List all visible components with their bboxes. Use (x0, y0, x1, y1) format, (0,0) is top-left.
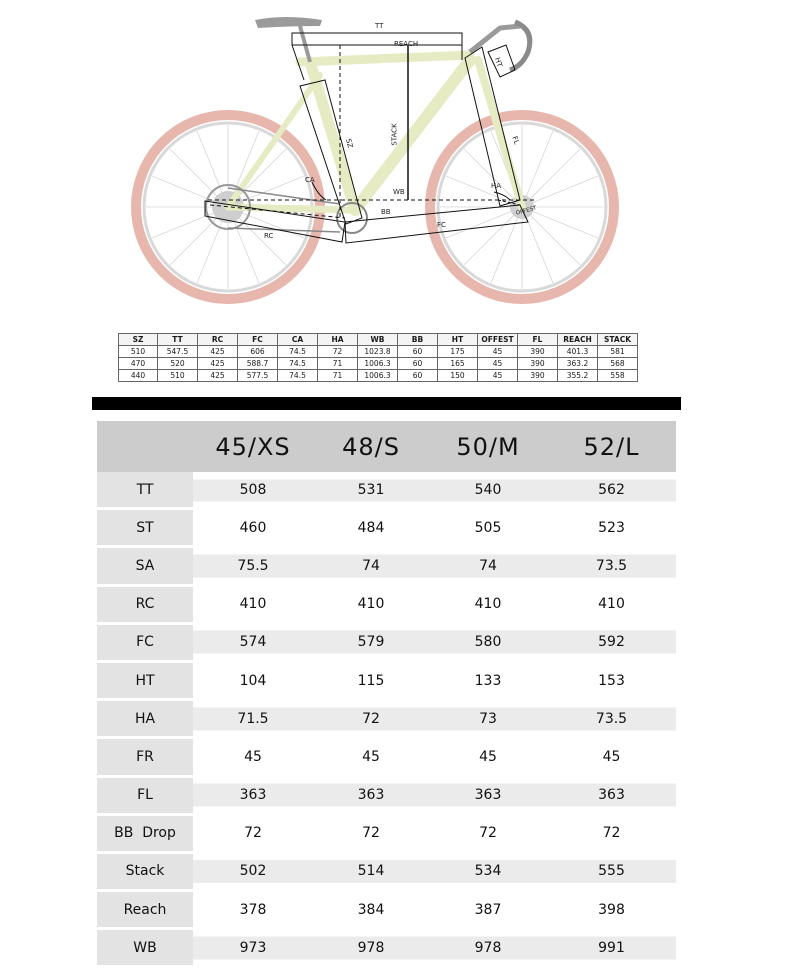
value-cell: 72 (362, 825, 380, 842)
table-row (97, 929, 676, 967)
small-cell: 470 (119, 358, 158, 370)
small-cell: 74.5 (278, 370, 318, 382)
small-cell: 588.7 (238, 358, 278, 370)
label-bb: BB (381, 208, 391, 216)
small-table-row (119, 358, 638, 370)
small-cell: 425 (198, 358, 238, 370)
value-cell: 579 (313, 623, 429, 661)
value-cell: 410 (598, 596, 625, 613)
row-label: Stack (97, 852, 193, 890)
table-row (97, 661, 676, 699)
label-tt: TT (375, 22, 384, 30)
value-cell: 508 (193, 472, 313, 509)
value-cell: 45 (244, 748, 262, 765)
size-header-cell: 50/M (429, 421, 547, 472)
small-header-cell: STACK (598, 334, 638, 346)
table-row (97, 472, 676, 509)
small-cell: 558 (598, 370, 638, 382)
value-cell: 978 (429, 929, 547, 967)
value-cell: 523 (598, 519, 625, 536)
small-header-cell: CA (278, 334, 318, 346)
small-cell: 425 (198, 370, 238, 382)
row-label: ST (97, 509, 193, 547)
small-cell: 390 (518, 346, 558, 358)
label-ht: HT (492, 56, 504, 69)
value-cell: 115 (357, 672, 385, 689)
table-row (97, 547, 676, 585)
small-cell: 606 (238, 346, 278, 358)
value-cell: 410 (239, 596, 267, 613)
small-cell: 581 (598, 346, 638, 358)
value-cell: 153 (598, 672, 625, 689)
value-cell: 484 (357, 519, 385, 536)
value-cell: 531 (313, 472, 429, 509)
small-cell: 60 (398, 358, 438, 370)
value-cell: 71.5 (193, 700, 313, 738)
row-label: Reach (97, 891, 193, 929)
value-cell: 580 (429, 623, 547, 661)
small-header-cell: HA (318, 334, 358, 346)
table-row (97, 776, 676, 814)
table-row (97, 738, 676, 776)
divider-bar (92, 397, 681, 410)
size-chart-table (97, 421, 676, 968)
value-cell: 45 (479, 748, 497, 765)
small-cell: 45 (478, 370, 518, 382)
value-cell: 72 (313, 700, 429, 738)
label-stack: STACK (390, 123, 399, 146)
small-table-header (119, 334, 638, 346)
small-cell: 547.5 (158, 346, 198, 358)
value-cell: 133 (474, 672, 502, 689)
value-cell: 45 (362, 748, 380, 765)
value-cell: 72 (602, 825, 621, 842)
bike-illustration (0, 0, 800, 320)
row-label: FL (97, 776, 193, 814)
small-cell: 355.2 (558, 370, 598, 382)
value-cell: 398 (598, 901, 625, 918)
small-cell: 150 (438, 370, 478, 382)
bike-geometry-diagram (0, 0, 800, 320)
geometry-lines (205, 33, 536, 243)
table-row (97, 585, 676, 623)
small-header-cell: FL (518, 334, 558, 346)
label-sz: SZ (344, 137, 355, 149)
value-cell: 505 (474, 519, 502, 536)
row-label: TT (97, 472, 193, 509)
bike-frame (228, 55, 522, 210)
value-cell: 363 (429, 776, 547, 814)
header-corner-cell (97, 421, 193, 472)
label-ca: CA (305, 176, 315, 184)
small-cell: 60 (398, 370, 438, 382)
value-cell: 72 (479, 825, 497, 842)
row-label: SA (97, 547, 193, 585)
small-header-cell: HT (438, 334, 478, 346)
small-cell: 390 (518, 370, 558, 382)
small-cell: 510 (158, 370, 198, 382)
small-cell: 74.5 (278, 358, 318, 370)
small-cell: 60 (398, 346, 438, 358)
small-cell: 390 (518, 358, 558, 370)
small-header-cell: FC (238, 334, 278, 346)
small-cell: 74.5 (278, 346, 318, 358)
value-cell: 502 (193, 852, 313, 890)
value-cell: 540 (429, 472, 547, 509)
value-cell: 574 (193, 623, 313, 661)
small-cell: 175 (438, 346, 478, 358)
table-row (97, 623, 676, 661)
value-cell: 460 (239, 519, 267, 536)
small-header-cell: WB (358, 334, 398, 346)
small-header-cell: RC (198, 334, 238, 346)
value-cell: 387 (474, 901, 502, 918)
table-row (97, 509, 676, 547)
small-cell: 425 (198, 346, 238, 358)
value-cell: 72 (244, 825, 262, 842)
value-cell: 363 (193, 776, 313, 814)
small-cell: 165 (438, 358, 478, 370)
size-header-cell: 52/L (547, 421, 676, 472)
size-header-row (97, 421, 676, 472)
small-cell: 577.5 (238, 370, 278, 382)
table-row (97, 852, 676, 890)
value-cell: 74 (429, 547, 547, 585)
value-cell: 363 (547, 776, 676, 814)
value-cell: 410 (474, 596, 502, 613)
value-cell: 534 (429, 852, 547, 890)
value-cell: 978 (313, 929, 429, 967)
row-label: HT (97, 661, 193, 699)
small-cell: 520 (158, 358, 198, 370)
label-ha: HA (491, 182, 502, 190)
row-label: RC (97, 585, 193, 623)
small-table-row (119, 370, 638, 382)
small-cell: 401.3 (558, 346, 598, 358)
row-label: FR (97, 738, 193, 776)
label-fl: FL (510, 135, 521, 146)
row-label: HA (97, 700, 193, 738)
small-table-row (119, 346, 638, 358)
small-cell: 71 (318, 358, 358, 370)
small-header-cell: OFFEST (478, 334, 518, 346)
value-cell: 410 (357, 596, 385, 613)
value-cell: 514 (313, 852, 429, 890)
size-header-cell: 45/XS (193, 421, 313, 472)
label-rc: RC (264, 232, 274, 240)
value-cell: 74 (313, 547, 429, 585)
small-cell: 72 (318, 346, 358, 358)
table-row (97, 891, 676, 929)
small-cell: 45 (478, 346, 518, 358)
value-cell: 73.5 (547, 700, 676, 738)
label-offset: OFFEST (515, 205, 538, 217)
label-wb: WB (393, 188, 405, 196)
value-cell: 45 (602, 748, 621, 765)
small-header-cell: TT (158, 334, 198, 346)
small-header-cell: SZ (119, 334, 158, 346)
value-cell: 378 (239, 901, 267, 918)
small-header-cell: BB (398, 334, 438, 346)
value-cell: 384 (357, 901, 385, 918)
small-geometry-table (118, 333, 638, 382)
value-cell: 592 (547, 623, 676, 661)
small-cell: 363.2 (558, 358, 598, 370)
small-cell: 1006.3 (358, 358, 398, 370)
value-cell: 555 (547, 852, 676, 890)
size-header-cell: 48/S (313, 421, 429, 472)
value-cell: 73.5 (547, 547, 676, 585)
value-cell: 363 (313, 776, 429, 814)
value-cell: 562 (547, 472, 676, 509)
small-header-cell: REACH (558, 334, 598, 346)
row-label: FC (97, 623, 193, 661)
label-fc: FC (437, 221, 446, 229)
value-cell: 104 (239, 672, 267, 689)
value-cell: 75.5 (193, 547, 313, 585)
value-cell: 73 (429, 700, 547, 738)
value-cell: 973 (193, 929, 313, 967)
table-row (97, 814, 676, 852)
small-cell: 45 (478, 358, 518, 370)
small-cell: 1023.8 (358, 346, 398, 358)
small-cell: 440 (119, 370, 158, 382)
small-cell: 568 (598, 358, 638, 370)
small-cell: 71 (318, 370, 358, 382)
label-reach: REACH (394, 40, 419, 48)
small-cell: 510 (119, 346, 158, 358)
row-label: BB Drop (97, 814, 193, 852)
small-cell: 1006.3 (358, 370, 398, 382)
row-label: WB (97, 929, 193, 967)
table-row (97, 700, 676, 738)
value-cell: 991 (547, 929, 676, 967)
